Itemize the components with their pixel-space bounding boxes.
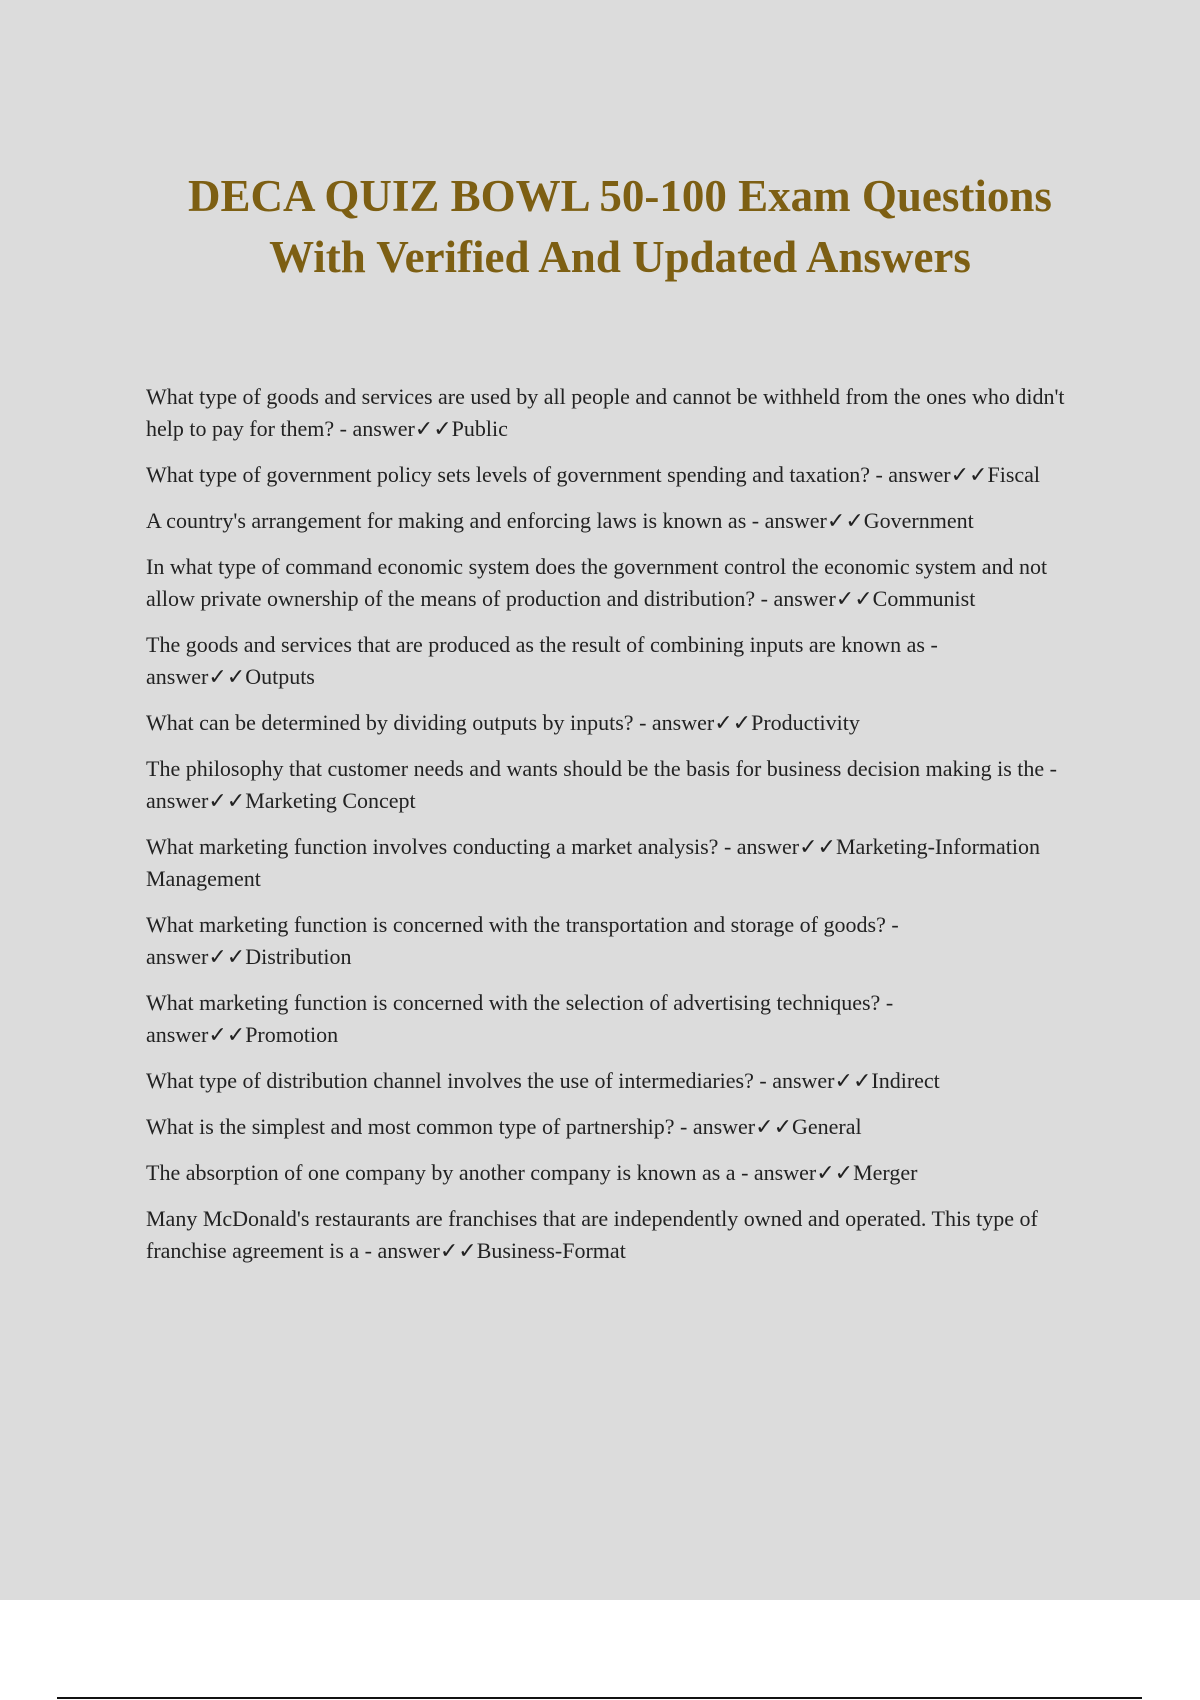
question-text: The absorption of one company by another company is known as a - answer xyxy=(146,1160,817,1185)
check-marks: ✓✓ xyxy=(414,416,452,441)
answer-text: Indirect xyxy=(871,1068,940,1093)
answer-text: Marketing-Information Management xyxy=(146,834,1041,891)
qa-item xyxy=(146,505,1086,537)
answer-text: General xyxy=(792,1114,862,1139)
answer-text: Merger xyxy=(853,1160,918,1185)
qa-item xyxy=(146,459,1086,491)
answer-text: Communist xyxy=(872,586,976,611)
check-marks: ✓✓ xyxy=(826,508,864,533)
qa-item xyxy=(146,753,1086,817)
check-marks: ✓✓ xyxy=(816,1160,854,1185)
qa-item xyxy=(146,707,1086,739)
title-line-2: With Verified And Updated Answers xyxy=(269,232,971,282)
qa-item xyxy=(146,1065,1086,1097)
check-marks: ✓✓ xyxy=(208,1022,246,1047)
qa-item xyxy=(146,381,1086,445)
answer-text: Distribution xyxy=(245,944,352,969)
check-marks: ✓✓ xyxy=(950,462,988,487)
qa-item xyxy=(146,1111,1086,1143)
qa-item xyxy=(146,987,1086,1051)
qa-item xyxy=(146,551,1086,615)
question-text: What type of government policy sets levels of government spending and taxation? - answer xyxy=(146,462,951,487)
question-text: Many McDonald's restaurants are franchises that are independently owned and operated. This type of franchise agreement is a - answer xyxy=(146,1206,1038,1263)
question-text: What can be determined by dividing outputs by inputs? - answer xyxy=(146,710,715,735)
check-marks: ✓✓ xyxy=(208,788,246,813)
qa-item xyxy=(146,831,1086,895)
question-text: What type of distribution channel involves the use of intermediaries? - answer xyxy=(146,1068,835,1093)
check-marks: ✓✓ xyxy=(439,1238,477,1263)
answer-text: Outputs xyxy=(245,664,315,689)
question-text: What type of goods and services are used by all people and cannot be withheld from the ones who didn't help to pay for them? - answer xyxy=(146,384,1065,441)
check-marks: ✓✓ xyxy=(208,664,246,689)
footer-divider xyxy=(57,1697,1142,1699)
qa-item xyxy=(146,909,1086,973)
check-marks: ✓✓ xyxy=(714,710,752,735)
check-marks: ✓✓ xyxy=(799,834,836,859)
answer-text: Public xyxy=(451,416,508,441)
answer-text: Business-Format xyxy=(476,1238,626,1263)
question-text: What marketing function is concerned with the transportation and storage of goods? - answer xyxy=(146,912,899,969)
check-marks: ✓✓ xyxy=(755,1114,793,1139)
qa-item xyxy=(146,629,1086,693)
question-text: The philosophy that customer needs and wants should be the basis for business decision making is the - answer xyxy=(146,756,1058,813)
title-line-1: DECA QUIZ BOWL 50-100 Exam Questions xyxy=(188,171,1052,221)
check-marks: ✓✓ xyxy=(835,586,873,611)
answer-text: Government xyxy=(863,508,974,533)
document-title xyxy=(100,166,1140,288)
question-text: A country's arrangement for making and enforcing laws is known as - answer xyxy=(146,508,827,533)
answer-text: Marketing Concept xyxy=(245,788,416,813)
answer-text: Productivity xyxy=(751,710,860,735)
answer-text: Promotion xyxy=(245,1022,339,1047)
question-text: In what type of command economic system does the government control the economic system and not allow private ownership of the means of production and distribution? - answer xyxy=(146,554,1048,611)
qa-item xyxy=(146,1157,1086,1189)
qa-list xyxy=(146,381,1086,1281)
answer-text: Fiscal xyxy=(987,462,1041,487)
question-text: What marketing function involves conducting a market analysis? - answer xyxy=(146,834,800,859)
question-text: What marketing function is concerned with the selection of advertising techniques? - answer xyxy=(146,990,894,1047)
question-text: What is the simplest and most common type of partnership? - answer xyxy=(146,1114,756,1139)
qa-item xyxy=(146,1203,1086,1267)
check-marks: ✓✓ xyxy=(208,944,246,969)
check-marks: ✓✓ xyxy=(834,1068,872,1093)
question-text: The goods and services that are produced as the result of combining inputs are known as - answer xyxy=(146,632,938,689)
